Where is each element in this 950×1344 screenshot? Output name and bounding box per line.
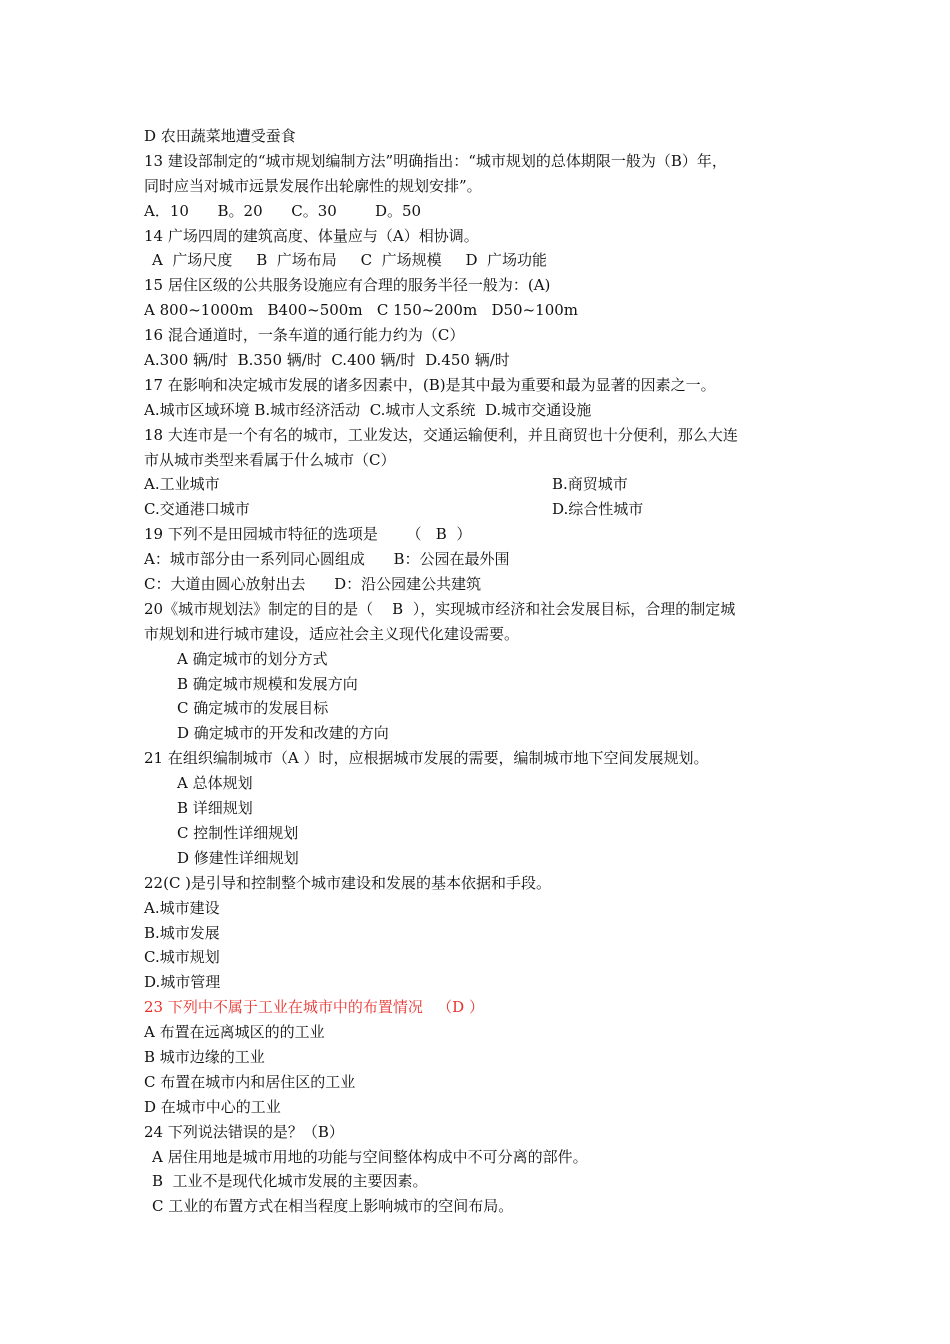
option-b: B.城市发展 [144,923,220,942]
option-c: C 确定城市的发展目标 [177,699,329,718]
text-line: 同时应当对城市远景发展作出轮廓性的规划安排”。 [144,176,482,195]
option-a: A.城市建设 [144,898,220,917]
question-22: 22(C )是引导和控制整个城市建设和发展的基本依据和手段。 [144,873,552,892]
option-c: C 工业的布置方式在相当程度上影响城市的空间布局。 [152,1197,514,1216]
options-row [144,497,824,522]
option-c: C.城市规划 [144,948,220,967]
document-page [144,124,824,1219]
options-line: A.300 辆/时 B.350 辆/时 C.400 辆/时 D.450 辆/时 [144,351,510,370]
options-line: C：大道由圆心放射出去 D：沿公园建公共建筑 [144,575,482,594]
question-24: 24 下列说法错误的是？（B） [144,1122,344,1141]
question-21: 21 在组织编制城市（A ）时，应根据城市发展的需要，编制城市地下空间发展规划。 [144,749,709,768]
option-c: C 布置在城市内和居住区的工业 [144,1072,356,1091]
question-20: 20《城市规划法》制定的目的是（ B ），实现城市经济和社会发展目标，合理的制定城 [144,599,736,618]
text-line: D 农田蔬菜地遭受蚕食 [144,127,296,145]
option-d: D 修建性详细规划 [177,848,299,867]
option-b: B 确定城市规模和发展方向 [177,674,358,693]
option-a: A 布置在远离城区的的工业 [144,1023,325,1042]
options-line: A.城市区域环境 B.城市经济活动 C.城市人文系统 D.城市交通设施 [144,400,592,419]
option-b: B.商贸城市 [552,475,628,494]
question-23-highlighted: 23 下列中不属于工业在城市中的布置情况 （D ） [144,998,484,1017]
options-line: A．10 B。20 C。30 D。50 [144,201,422,220]
question-16: 16 混合通道时，一条车道的通行能力约为（C） [144,326,465,345]
option-c: C.交通港口城市 [144,500,250,519]
option-a: A 确定城市的划分方式 [177,649,328,668]
question-13: 13 建设部制定的“城市规划编制方法”明确指出：“城市规划的总体期限一般为（B）年， [144,151,727,170]
option-a: A.工业城市 [144,475,220,494]
option-c: C 控制性详细规划 [177,823,299,842]
options-line: A 广场尺度 B 广场布局 C 广场规模 D 广场功能 [152,251,548,270]
question-18: 18 大连市是一个有名的城市，工业发达，交通运输便利，并且商贸也十分便利，那么大连 [144,425,738,444]
option-d: D 在城市中心的工业 [144,1097,281,1116]
text-line: 市规划和进行城市建设，适应社会主义现代化建设需要。 [144,624,520,643]
options-row [144,472,824,497]
option-b: B 详细规划 [177,799,253,818]
option-a: A 居住用地是城市用地的功能与空间整体构成中不可分离的部件。 [152,1147,588,1166]
question-14: 14 广场四周的建筑高度、体量应与（A）相协调。 [144,226,479,245]
question-15: 15 居住区级的公共服务设施应有合理的服务半径一般为：(A) [144,276,551,295]
options-line: A 800~1000m B400~500m C 150~200m D50~100m [144,301,579,320]
option-d: D.综合性城市 [552,500,644,519]
options-line: A：城市部分由一系列同心圆组成 B：公园在最外围 [144,550,510,569]
option-b: B 城市边缘的工业 [144,1047,265,1066]
question-17: 17 在影响和决定城市发展的诸多因素中，(B)是其中最为重要和最为显著的因素之一。 [144,375,716,394]
question-19: 19 下列不是田园城市特征的选项是 （ B ） [144,525,472,544]
option-d: D 确定城市的开发和改建的方向 [177,724,389,743]
text-line: 市从城市类型来看属于什么城市（C） [144,450,396,469]
option-d: D.城市管理 [144,973,221,992]
option-a: A 总体规划 [177,774,253,793]
option-b: B 工业不是现代化城市发展的主要因素。 [152,1172,428,1191]
